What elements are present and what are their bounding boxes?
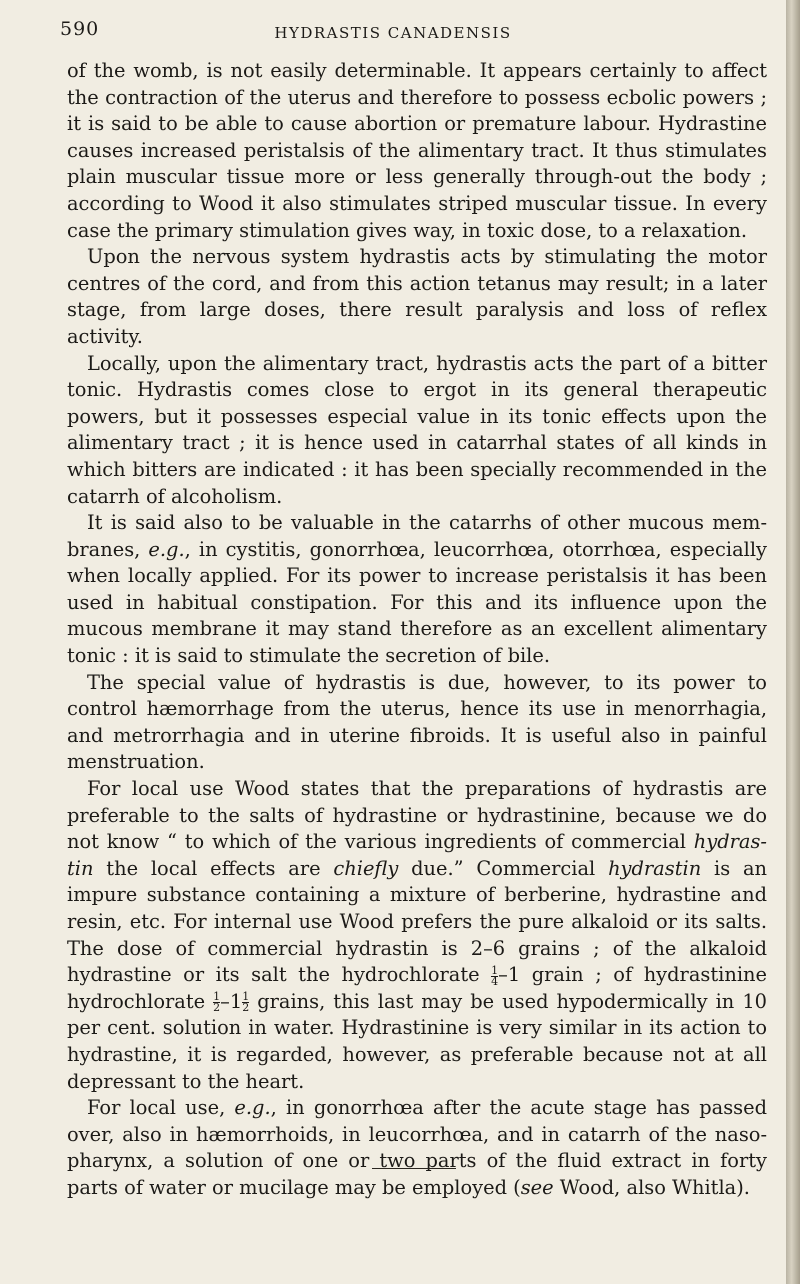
fraction-numerator: 1 bbox=[242, 990, 250, 1004]
paragraph-text: the local effects are bbox=[93, 856, 334, 880]
fraction-denominator: 4 bbox=[491, 974, 499, 988]
paragraph-text: , in cystitis, gonorrhœa, leucorrhœa, otorrhœa, especially when locally applied. For its power to increase peristalsis it has been used in habitual constipation. For this and its influence upon the mucous membrane it may stand therefore as an excellent alimentary tonic : it is said to stimulate the secretion of bile. bbox=[67, 537, 767, 668]
paragraph-text: Upon the nervous system hydrastis acts by stimulating the motor centres of the cord, and from this action tetanus may result; in a later stage, from large doses, there result paralysis and loss of reflex activity. bbox=[67, 245, 767, 348]
paragraph-text: , in gonorrhœa after the acute stage has passed over, also in hæmorrhoids, in leucorrhœa, and in catarrh of the naso-pharynx, a solution of one or two parts of the fluid extract in forty parts of water or mucilage may be employed ( bbox=[67, 1096, 767, 1199]
running-title: HYDRASTIS CANADENSIS bbox=[274, 24, 512, 42]
fraction-denominator: 2 bbox=[242, 1001, 250, 1015]
paragraph-text: is an impure substance containing a mixture of berberine, hydrastine and resin, etc. For internal use Wood prefers the pure alkaloid or its salts. The dose of commercial hydrastin is 2–6 grains ; of the alkaloid hydrastine or its salt the hydrochlorate bbox=[67, 856, 767, 987]
italic-abbreviation: e.g. bbox=[234, 1096, 271, 1120]
paragraph bbox=[67, 58, 767, 244]
paragraph-text: –1 grain ; of hydrastinine hydrochlorate bbox=[67, 963, 767, 1013]
paragraph-text: For local use Wood states that the preparations of hydrastis are preferable to the salts of hydrastine or hydrastinine, because we do not know “ to which of the various ingredients of commercial bbox=[67, 777, 767, 854]
italic-reference: see bbox=[520, 1175, 554, 1199]
paragraph bbox=[67, 670, 767, 776]
paragraph-text: For local use, bbox=[87, 1096, 235, 1120]
paragraph bbox=[67, 776, 767, 1095]
italic-abbreviation: e.g. bbox=[148, 537, 185, 561]
paragraph-text: Locally, upon the alimentary tract, hydrastis acts the part of a bitter tonic. Hydrastis comes close to ergot in its general therapeutic powers, but it possesses especial value in its tonic effects upon the alimentary tract ; it is hence used in catarrhal states of all kinds in which bitters are indicated : it has been specially recommended in the catarrh of alcoholism. bbox=[67, 351, 767, 508]
fraction-numerator: 1 bbox=[491, 963, 499, 977]
paragraph-text: of the womb, is not easily determinable. It appears certainly to affect the contraction of the uterus and therefore to possess ecbolic powers ; it is said to be able to cause abortion or premature labour. Hydrastine causes increased peristalsis of the alimentary tract. It thus stimulates plain muscular tissue more or less generally through-out the body ; according to Wood it also stimulates striped muscular tissue. In every case the primary stimulation gives way, in toxic dose, to a relaxation. bbox=[67, 59, 767, 242]
paragraph-text: –1 bbox=[220, 989, 243, 1013]
paragraph-text: due.” Commercial bbox=[398, 856, 609, 880]
body-text bbox=[67, 58, 767, 1202]
italic-term: hydras-tin bbox=[67, 830, 767, 880]
fraction-numerator: 1 bbox=[213, 990, 221, 1004]
page-number: 590 bbox=[60, 18, 100, 40]
paragraph-text: Wood, also Whitla). bbox=[553, 1175, 750, 1199]
paragraph-text: It is said also to be valuable in the catarrhs of other mucous mem-branes, bbox=[67, 511, 767, 561]
section-end-rule bbox=[372, 1168, 456, 1169]
italic-term: chiefly bbox=[333, 856, 399, 880]
paragraph bbox=[67, 244, 767, 350]
paragraph bbox=[67, 510, 767, 670]
paragraph-text: The special value of hydrastis is due, however, to its power to control hæmorrhage from the uterus, hence its use in menorrhagia, and metrorrhagia and in uterine fibroids. It is useful also in painful menstruation. bbox=[67, 670, 767, 774]
fraction-denominator: 2 bbox=[213, 1001, 221, 1015]
paragraph-text: grains, this last may be used hypodermically in 10 per cent. solution in water. Hydrastinine is very similar in its action to hydrastine, it is regarded, however, as preferable because not at all depressant to the heart. bbox=[67, 989, 767, 1093]
book-binding-edge bbox=[786, 0, 800, 1284]
paragraph bbox=[67, 351, 767, 511]
italic-term: hydrastin bbox=[608, 856, 702, 880]
paragraph bbox=[67, 1095, 767, 1201]
